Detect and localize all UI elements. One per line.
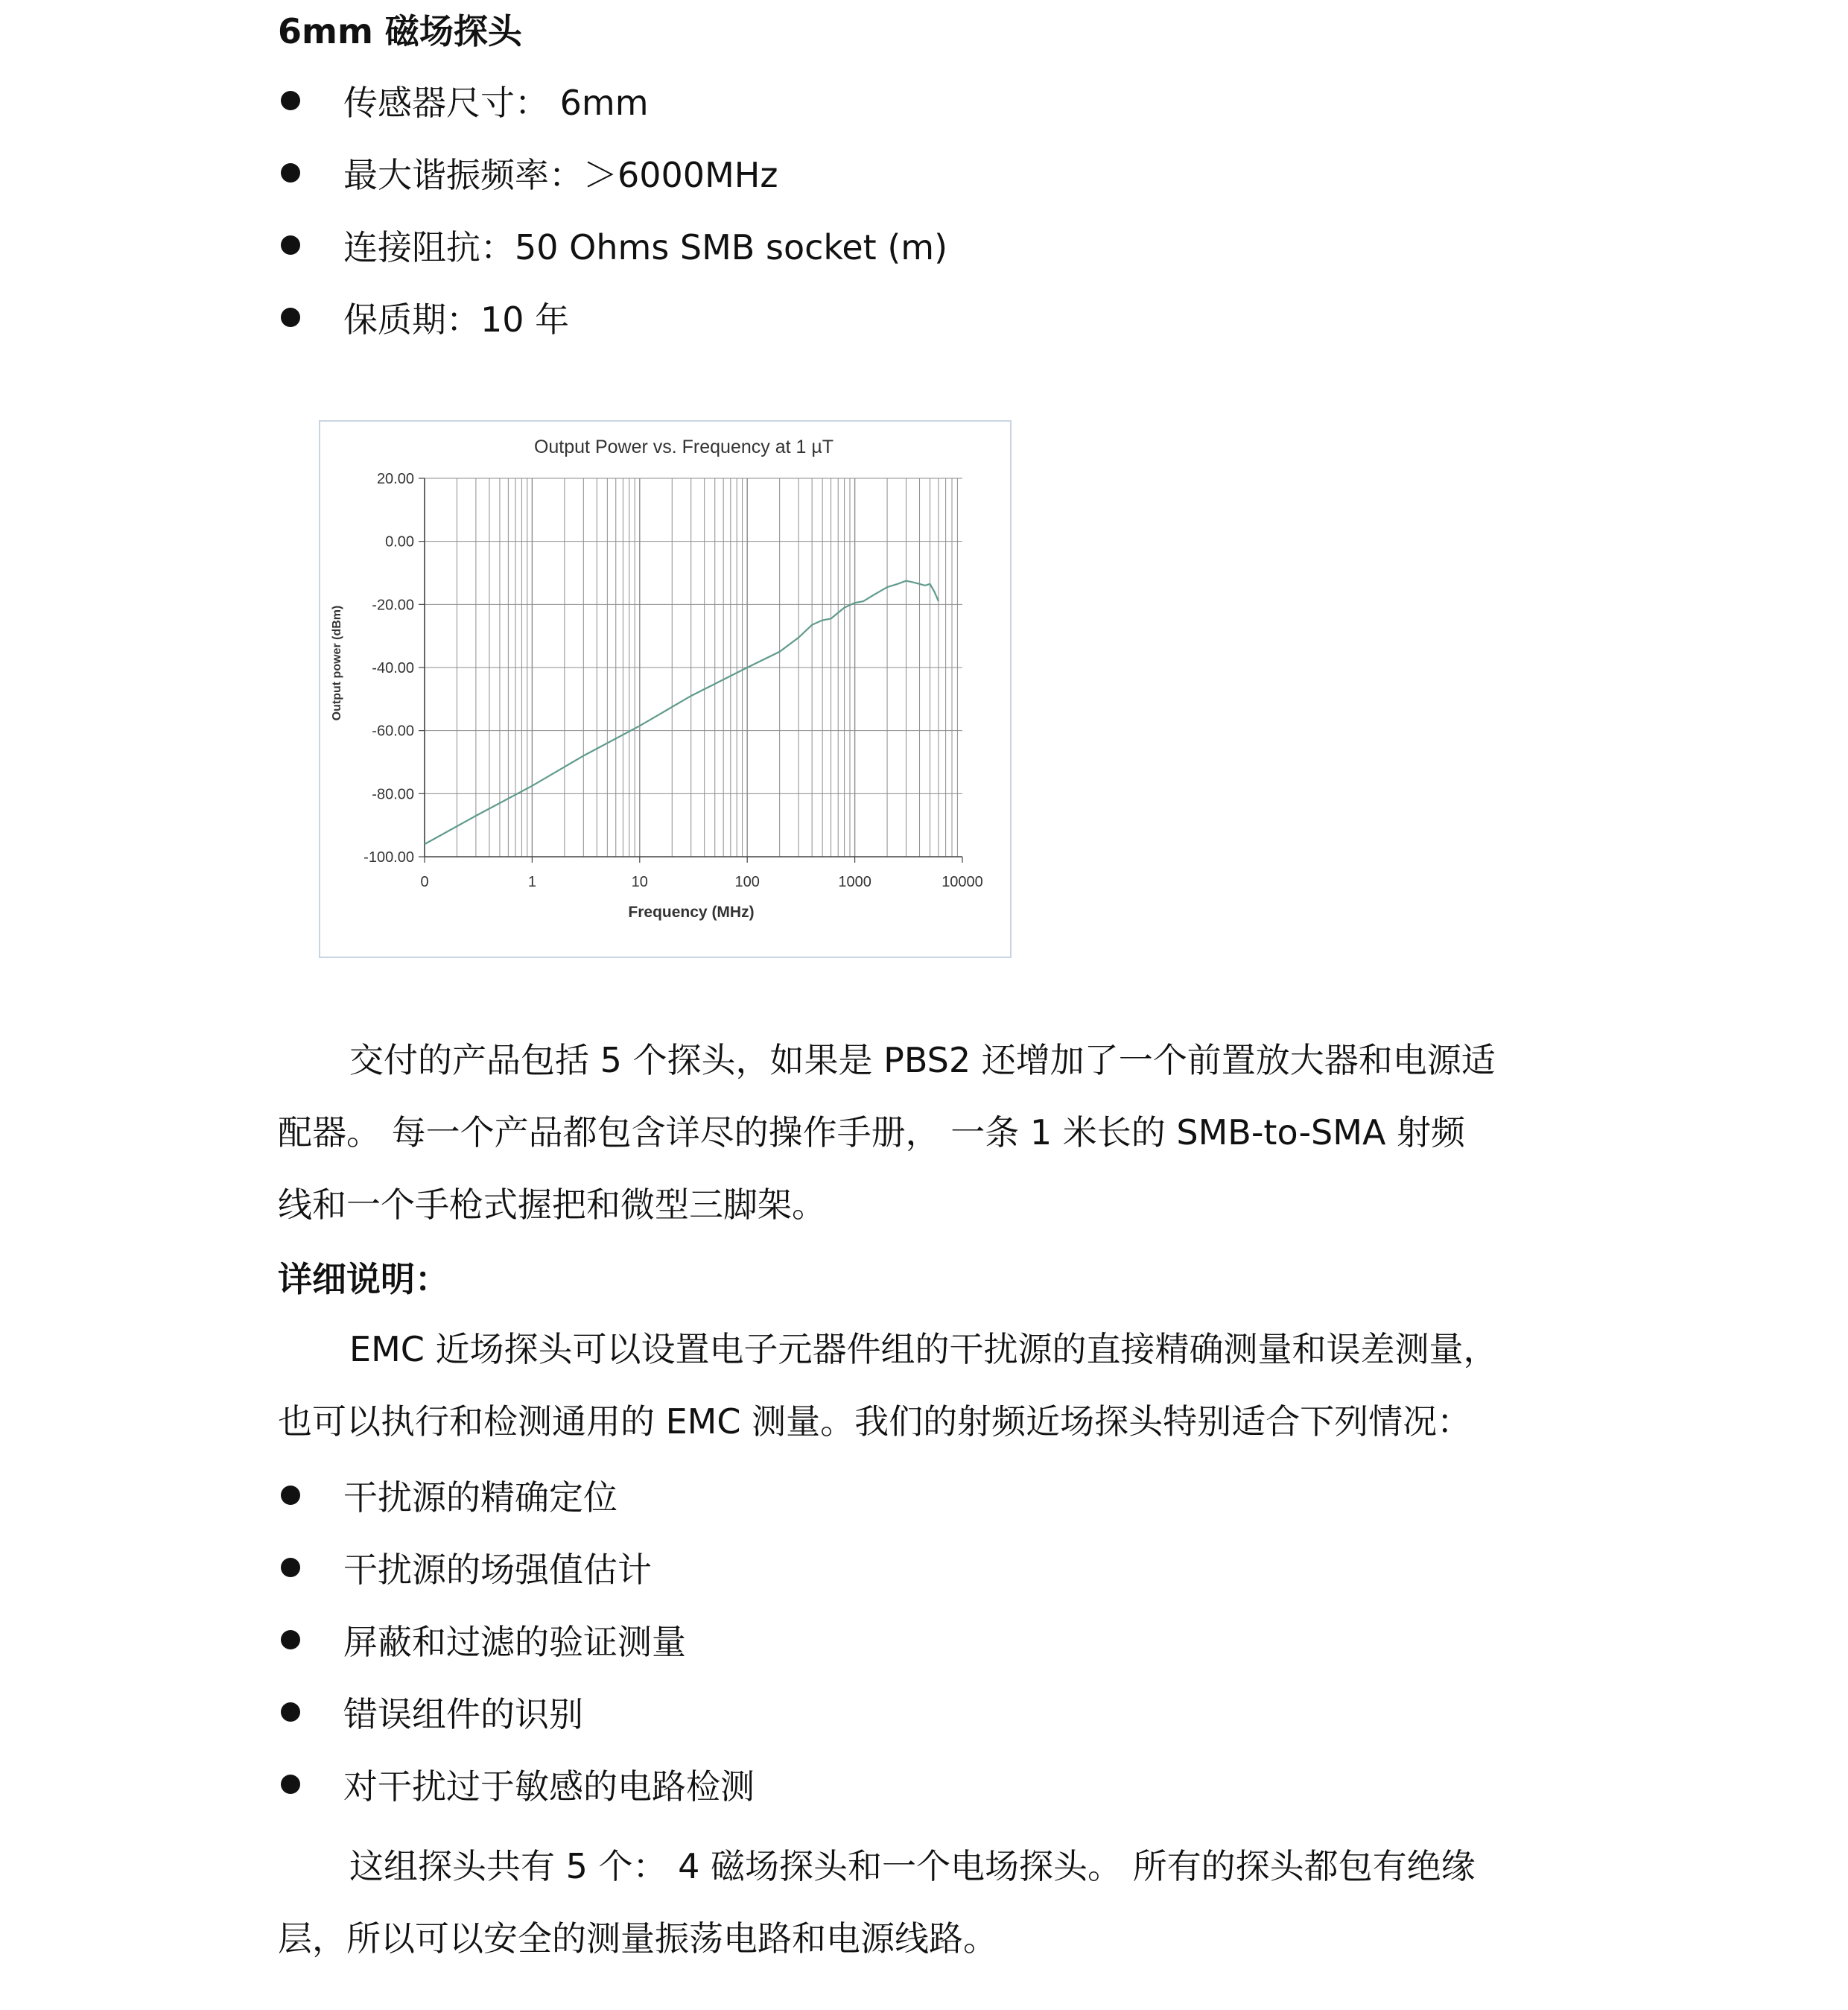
- bullet-icon: [281, 1558, 300, 1577]
- x-tick-label: 1000: [838, 874, 871, 890]
- bullet-icon: [281, 1775, 300, 1794]
- bullet-icon: [281, 1702, 300, 1722]
- y-tick-label: 0.00: [385, 533, 414, 551]
- paragraph-line: 这组探头共有 5 个： 4 磁场探头和一个电场探头。 所有的探头都包有绝缘: [349, 1846, 1476, 1886]
- series-line: [425, 581, 939, 845]
- probe-set-paragraph: [278, 1830, 1558, 1975]
- x-tick-label: 0: [420, 874, 429, 890]
- x-tick-label: 1: [527, 874, 536, 890]
- bullet-icon: [281, 1486, 300, 1505]
- y-tick-label: -100.00: [363, 849, 414, 866]
- paragraph-line: 配器。 每一个产品都包含详尽的操作手册， 一条 1 米长的 SMB-to-SMA 射频: [278, 1112, 1466, 1153]
- paragraph-line: 交付的产品包括 5 个探头，如果是 PBS2 还增加了一个前置放大器和电源适: [349, 1040, 1496, 1080]
- use-case-text: 对干扰过于敏感的电路检测: [343, 1766, 755, 1807]
- spec-impedance: 连接阻抗：50 Ohms SMB socket (m): [343, 227, 948, 267]
- use-case-text: 干扰源的场强值估计: [343, 1550, 652, 1590]
- spec-warranty: 保质期：10 年: [343, 299, 570, 340]
- output-power-chart: [319, 420, 1012, 958]
- x-axis-ticks: [420, 857, 982, 890]
- x-tick-label: 10: [631, 874, 648, 890]
- section-title: 6mm 磁场探头: [278, 11, 522, 51]
- y-axis-label: Output power (dBm): [331, 605, 343, 721]
- use-case-text: 屏蔽和过滤的验证测量: [343, 1622, 686, 1662]
- paragraph-line: 也可以执行和检测通用的 EMC 测量。我们的射频近场探头特别适合下列情况：: [278, 1401, 1472, 1442]
- use-case-text: 错误组件的识别: [343, 1694, 583, 1734]
- x-tick-label: 10000: [942, 874, 983, 890]
- bullet-icon: [281, 163, 300, 183]
- spec-size: 传感器尺寸： 6mm: [343, 83, 649, 123]
- chart-svg: [320, 422, 1010, 957]
- paragraph-line: 线和一个手枪式握把和微型三脚架。: [278, 1185, 826, 1225]
- x-tick-label: 100: [734, 874, 760, 890]
- chart-title: Output Power vs. Frequency at 1 µT: [533, 437, 834, 457]
- delivery-paragraph: [278, 1024, 1558, 1241]
- details-paragraph: [278, 1313, 1558, 1458]
- bullet-icon: [281, 235, 300, 255]
- y-tick-label: -60.00: [372, 723, 414, 740]
- y-axis-ticks: [363, 471, 425, 866]
- details-title: 详细说明：: [278, 1259, 449, 1299]
- bullet-icon: [281, 308, 300, 327]
- y-tick-label: -40.00: [372, 660, 414, 676]
- y-tick-label: -80.00: [372, 786, 414, 803]
- y-tick-label: 20.00: [376, 471, 414, 487]
- bullet-icon: [281, 1630, 300, 1649]
- spec-resonance: 最大谐振频率：＞6000MHz: [343, 155, 778, 195]
- paragraph-line: 层，所以可以安全的测量振荡电路和电源线路。: [278, 1918, 997, 1959]
- y-tick-label: -20.00: [372, 597, 414, 614]
- use-case-text: 干扰源的精确定位: [343, 1477, 617, 1518]
- x-axis-label: Frequency (MHz): [628, 904, 755, 921]
- bullet-icon: [281, 91, 300, 110]
- paragraph-line: EMC 近场探头可以设置电子元器件组的干扰源的直接精确测量和误差测量，: [349, 1329, 1498, 1369]
